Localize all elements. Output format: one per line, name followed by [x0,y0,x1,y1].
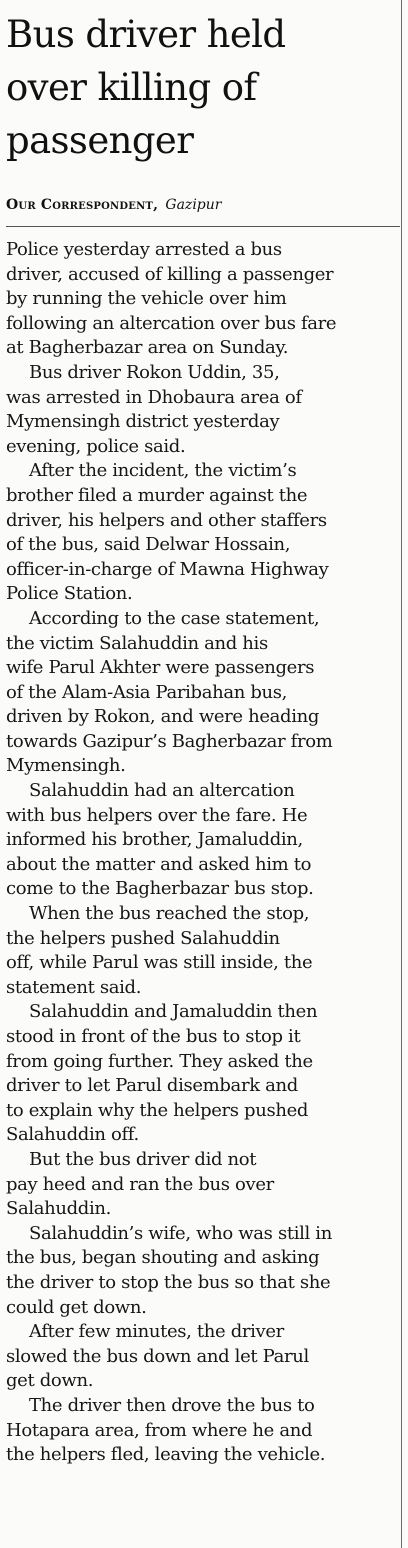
text-line: evening, police said. [6,435,186,457]
article-paragraph [6,1000,402,1148]
text-line: of the bus, said Delwar Hossain, [6,534,291,556]
byline-separator: , [153,197,158,213]
text-line: Salahuddin off. [6,1124,139,1146]
text-line: was arrested in Dhobaura area of [6,386,302,408]
byline-author: Our Correspondent [6,197,154,213]
article-body [6,238,402,1468]
text-line: Police Station. [6,583,133,605]
text-line: from going further. They asked the [6,1050,313,1072]
text-line: the driver to stop the bus so that she [6,1271,331,1293]
article-paragraph [6,1148,402,1222]
text-line: Salahuddin’s wife, who was still in [29,1222,332,1244]
headline-line: over killing of [6,66,257,109]
text-line: by running the vehicle over him [6,288,287,310]
divider-rule [6,226,400,227]
article-paragraph [6,361,402,459]
text-line: Bus driver Rokon Uddin, 35, [29,361,280,383]
byline [6,196,221,214]
text-line: the helpers pushed Salahuddin [6,927,280,949]
text-line: of the Alam-Asia Paribahan bus, [6,681,288,703]
article-paragraph [6,1222,402,1320]
article-paragraph [6,1394,402,1468]
text-line: driven by Rokon, and were heading [6,706,320,728]
text-line: with bus helpers over the fare. He [6,804,308,826]
text-line: Police yesterday arrested a bus [6,239,282,260]
text-line: After the incident, the victim’s [29,460,297,482]
text-line: Salahuddin had an altercation [29,780,295,802]
text-line: officer-in-charge of Mawna Highway [6,558,329,580]
text-line: informed his brother, Jamaluddin, [6,829,303,851]
text-line: following an altercation over bus fare [6,312,337,334]
text-line: slowed the bus down and let Parul [6,1345,309,1367]
text-line: brother filed a murder against the [6,484,308,506]
text-line: statement said. [6,976,142,998]
text-line: the victim Salahuddin and his [6,632,268,654]
text-line: to explain why the helpers pushed [6,1099,309,1121]
text-line: come to the Bagherbazar bus stop. [6,878,314,900]
article-paragraph [6,902,402,1000]
text-line: the bus, began shouting and asking [6,1247,320,1269]
text-line: Mymensingh district yesterday [6,411,280,433]
text-line: The driver then drove the bus to [29,1394,315,1416]
headline-line: Bus driver held [6,13,286,56]
text-line: wife Parul Akhter were passengers [6,657,315,679]
text-line: Salahuddin and Jamaluddin then [29,1001,318,1023]
article-paragraph [6,238,402,361]
text-line: off, while Parul was still inside, the [6,952,313,974]
byline-place: Gazipur [165,197,222,213]
headline-line: passenger [6,119,194,162]
text-line: pay heed and ran the bus over [6,1173,274,1195]
text-line: Mymensingh. [6,755,126,777]
text-line: driver, accused of killing a passenger [6,263,334,285]
article-paragraph [6,1320,402,1394]
text-line: driver, his helpers and other staffers [6,509,327,531]
text-line: When the bus reached the stop, [29,903,310,925]
article-paragraph [6,607,402,779]
text-line: driver to let Parul disembark and [6,1075,298,1097]
text-line: But the bus driver did not [29,1148,257,1170]
text-line: After few minutes, the driver [29,1321,284,1343]
text-line: Hotapara area, from where he and [6,1419,313,1441]
article-paragraph [6,779,402,902]
article-paragraph [6,459,402,607]
text-line: towards Gazipur’s Bagherbazar from [6,730,333,752]
text-line: could get down. [6,1296,147,1318]
text-line: stood in front of the bus to stop it [6,1026,301,1047]
text-line: According to the case statement, [29,607,320,629]
text-line: Salahuddin. [6,1198,112,1220]
text-line: at Bagherbazar area on Sunday. [6,337,289,359]
text-line: the helpers fled, leaving the vehicle. [6,1444,326,1466]
headline [6,8,386,167]
text-line: about the matter and asked him to [6,853,312,875]
text-line: get down. [6,1370,94,1392]
